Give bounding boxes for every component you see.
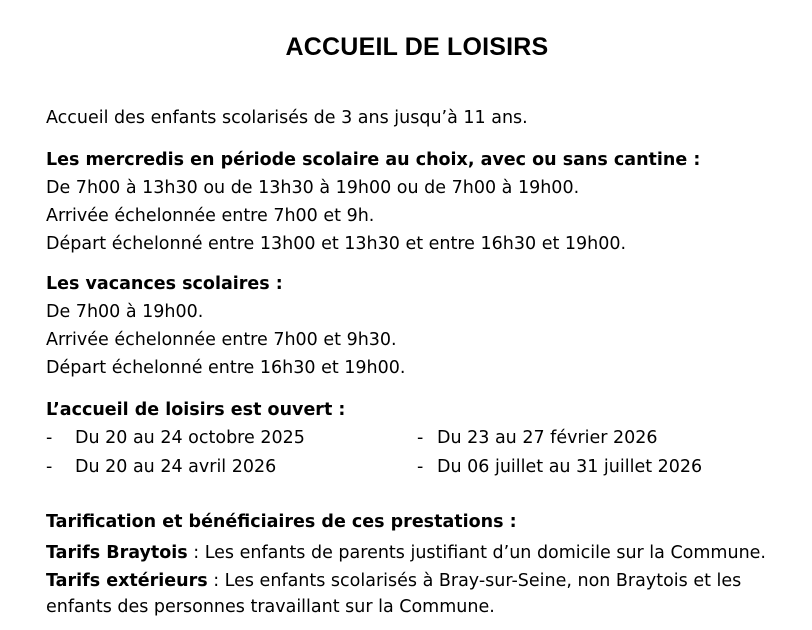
pricing-exterieurs [46, 569, 741, 593]
wednesdays-line: De 7h00 à 13h30 ou de 13h30 à 19h00 ou de 7h00 à 19h00. [46, 178, 580, 198]
open-period: Du 06 juillet au 31 juillet 2026 [437, 457, 703, 477]
wednesdays-heading: Les mercredis en période scolaire au choix, avec ou sans cantine : [46, 150, 701, 170]
bullet-dash: - [417, 428, 424, 448]
holidays-line: Départ échelonné entre 16h30 et 19h00. [46, 358, 406, 378]
holidays-line: Arrivée échelonnée entre 7h00 et 9h30. [46, 330, 397, 350]
braytois-label: Tarifs Braytois [46, 543, 188, 563]
pricing-heading: Tarification et bénéficiaires de ces prestations : [46, 512, 517, 532]
page-title: ACCUEIL DE LOISIRS [285, 33, 549, 61]
wednesdays-line: Départ échelonné entre 13h00 et 13h30 et entre 16h30 et 19h00. [46, 234, 627, 254]
exterieurs-text: : Les enfants scolarisés à Bray-sur-Seine, non Braytois et les [207, 571, 742, 591]
bullet-dash: - [46, 428, 53, 448]
open-period: Du 23 au 27 février 2026 [437, 428, 658, 448]
pricing-braytois [46, 541, 766, 565]
bullet-dash: - [417, 457, 424, 477]
open-heading: L’accueil de loisirs est ouvert : [46, 400, 346, 420]
wednesdays-line: Arrivée échelonnée entre 7h00 et 9h. [46, 206, 375, 226]
exterieurs-label: Tarifs extérieurs [46, 571, 208, 591]
pricing-exterieurs-continued: enfants des personnes travaillant sur la Commune. [46, 597, 495, 617]
open-period: Du 20 au 24 octobre 2025 [75, 428, 305, 448]
open-period: Du 20 au 24 avril 2026 [75, 457, 277, 477]
holidays-heading: Les vacances scolaires : [46, 274, 283, 294]
bullet-dash: - [46, 457, 53, 477]
braytois-text: : Les enfants de parents justifiant d’un domicile sur la Commune. [187, 543, 766, 563]
holidays-line: De 7h00 à 19h00. [46, 302, 204, 322]
intro-text: Accueil des enfants scolarisés de 3 ans jusqu’à 11 ans. [46, 108, 528, 128]
